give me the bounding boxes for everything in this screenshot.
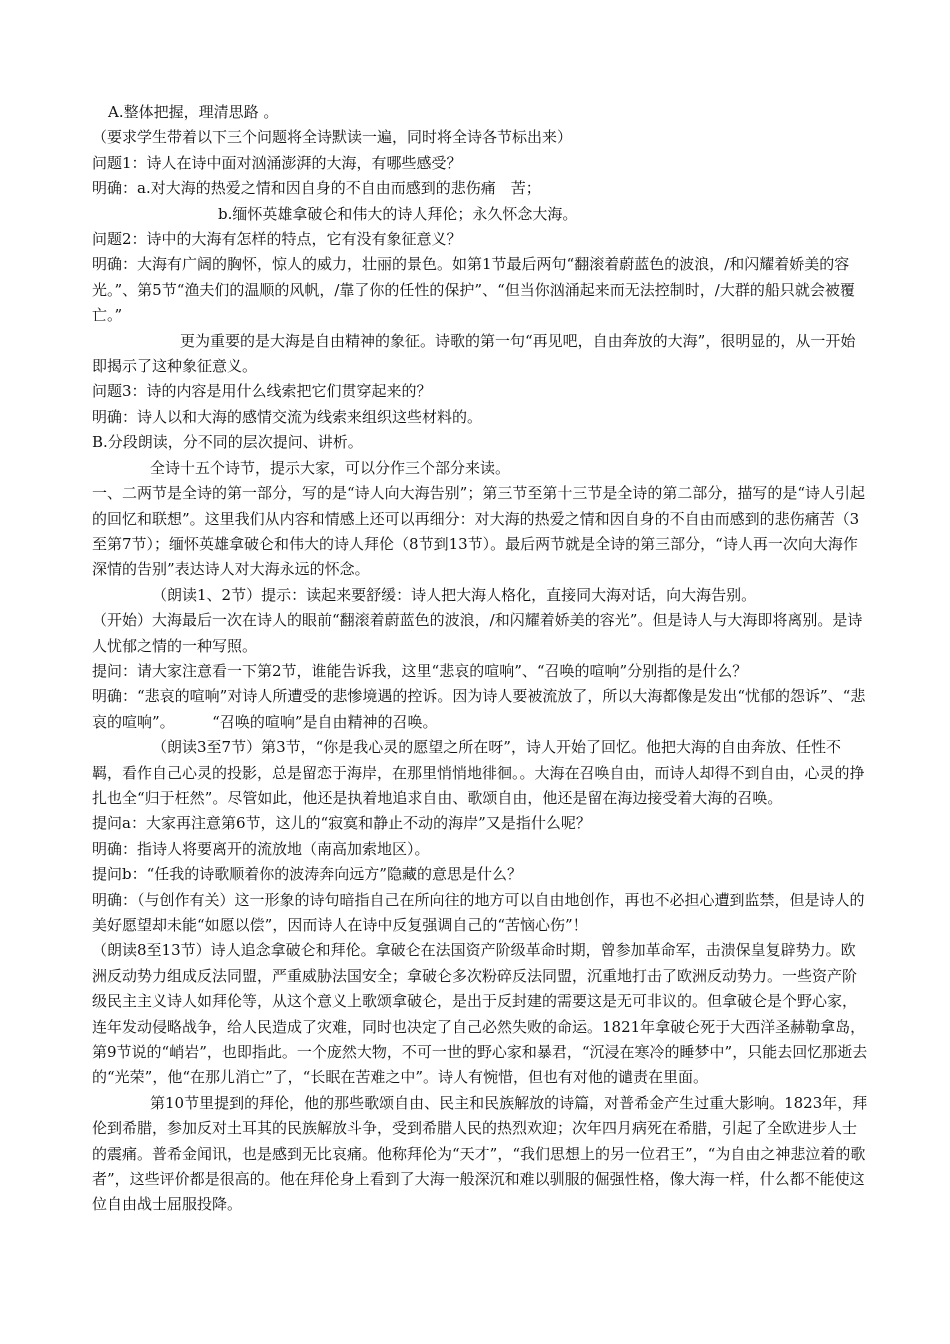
- section-heading-b: B.分段朗读，分不同的层次提问、讲析。: [92, 433, 363, 452]
- question-section-2: 提问：请大家注意看一下第2节，谁能告诉我，这里“悲哀的喧响”、“召唤的喧响”分别指的是什么？: [92, 661, 748, 680]
- reading-3-7-paragraph: （朗读3至7节）第3节，“你是我心灵的愿望之所在呀”，诗人开始了回忆。他把大海的自由奔放、任性不羁，看作自己心灵的投影，总是留恋于海岸，在那里悄悄地徘徊。。大海在召唤自由，而诗人却得不到自由，心灵的挣扎也全“归于枉然”。尽管如此，他还是执着地追求自由、歌颂自由，他还是留在海边接受着大海的召唤。: [92, 738, 865, 807]
- answer-b: 明确：（与创作有关）这一形象的诗句暗指自己在所向往的地方可以自由地创作，再也不必担心遭到监禁，但是诗人的美好愿望却未能“如愿以偿”，因而诗人在诗中反复强调自己的“苦恼心伤”！: [92, 890, 865, 934]
- answer-1a: 明确：a.对大海的热爱之情和因自身的不自由而感到的悲伤痛 苦；: [92, 179, 541, 198]
- answer-2-symbolism: 更为重要的是大海是自由精神的象征。诗歌的第一句“再见吧，自由奔放的大海”，很明显的，从一开始即揭示了这种象征意义。: [92, 331, 856, 376]
- instruction-note: （要求学生带着以下三个问题将全诗默读一遍，同时将全诗各节标出来）: [92, 128, 573, 147]
- structure-paragraph: 一、二两节是全诗的第一部分，写的是“诗人向大海告别”；第三节至第十三节是全诗的第二部分，描写的是“诗人引起的回忆和联想”。这里我们从内容和情感上还可以再细分：对大海的热爱之情和因自身的不自由而感到的悲伤痛苦（3至第7节）；缅怀英雄拿破仑和伟大的诗人拜伦（8节到13节）。最后两节就是全诗的第三部分，“诗人再一次向大海作深情的告别”表达诗人对大海永远的怀念。: [92, 484, 866, 579]
- reading-8-13-paragraph: （朗读8至13节）诗人追念拿破仑和拜伦。拿破仑在法国资产阶级革命时期，曾参加革命军，击溃保皇复辟势力。欧洲反动势力组成反法同盟，严重威胁法国安全；拿破仑多次粉碎反法同盟，沉重地打击了欧洲反动势力。一些资产阶级民主主义诗人如拜伦等，从这个意义上歌颂拿破仑，是出于反封建的需要这是无可非议的。但拿破仑是个野心家，连年发动侵略战争，给人民造成了灾难，同时也决定了自己必然失败的命运。1821年拿破仑死于大西洋圣赫勒拿岛，第9节说的“峭岩”，也即指此。一个庞然大物，不可一世的野心家和暴君，“沉浸在寒冷的睡梦中”，只能去回忆那逝去的“光荣”，他“在那儿消亡”了，“长眠在苦难之中”。诗人有惋惜，但也有对他的谴责在里面。: [92, 941, 868, 1087]
- answer-2: 明确：大海有广阔的胸怀，惊人的威力，壮丽的景色。如第1节最后两句“翻滚着蔚蓝色的波浪，/和闪耀着娇美的容光。”、第5节“渔夫们的温顺的风帆，/靠了你的任性的保护”、“但当你汹涌起来而无法控制时，/大群的船只就会被覆亡。”: [92, 255, 855, 325]
- question-2: 问题2：诗中的大海有怎样的特点，它有没有象征意义？: [92, 230, 462, 249]
- section-heading-a: A.整体把握，理清思路 。: [108, 103, 279, 121]
- question-3: 问题3：诗的内容是用什么线索把它们贯穿起来的？: [92, 382, 432, 401]
- question-b: 提问b：“任我的诗歌顺着你的波涛奔向远方”隐藏的意思是什么？: [92, 865, 522, 884]
- question-1: 问题1：诗人在诗中面对汹涌澎湃的大海，有哪些感受？: [92, 153, 462, 172]
- answer-a: 明确：指诗人将要离开的流放地（南高加索地区）。: [92, 839, 430, 858]
- answer-1b: b.缅怀英雄拿破仑和伟大的诗人拜伦；永久怀念大海。: [218, 204, 578, 223]
- reading-1-2-hint: （朗读1、2节）提示：读起来要舒缓：诗人把大海人格化，直接同大海对话，向大海告别。: [152, 585, 757, 604]
- answer-3: 明确：诗人以和大海的感情交流为线索来组织这些材料的。: [92, 407, 483, 426]
- question-a: 提问a：大家再注意第6节，这儿的“寂寞和静止不动的海岸”又是指什么呢？: [92, 814, 591, 833]
- answer-section-2: 明确：“悲哀的喧响”对诗人所遭受的悲惨境遇的控诉。因为诗人要被流放了，所以大海都像是发出“忧郁的怨诉”、“悲哀的喧响”。 “召唤的喧响”是自由精神的召唤。: [92, 687, 866, 731]
- structure-intro: 全诗十五个诗节，提示大家，可以分作三个部分来读。: [150, 458, 511, 477]
- byron-paragraph: 第10节里提到的拜伦，他的那些歌颂自由、民主和民族解放的诗篇，对普希金产生过重大影响。1823年，拜伦到希腊，参加反对土耳其的民族解放斗争，受到希腊人民的热烈欢迎；次年四月病死在希腊，引起了全欧进步人士的震痛。普希金闻讯，也是感到无比哀痛。他称拜伦为“天才”，“我们思想上的另一位君王”，“为自由之神悲泣着的歌者”，这些评价都是很高的。他在拜伦身上看到了大海一般深沉和难以驯服的倔强性格，像大海一样，什么都不能使这位自由战士屈服投降。: [92, 1093, 868, 1214]
- document-body: [92, 100, 868, 1218]
- reading-1-2-commentary: （开始）大海最后一次在诗人的眼前“翻滚着蔚蓝色的波浪，/和闪耀着娇美的容光”。但是诗人与大海即将离别。是诗人忧郁之情的一种写照。: [92, 611, 863, 655]
